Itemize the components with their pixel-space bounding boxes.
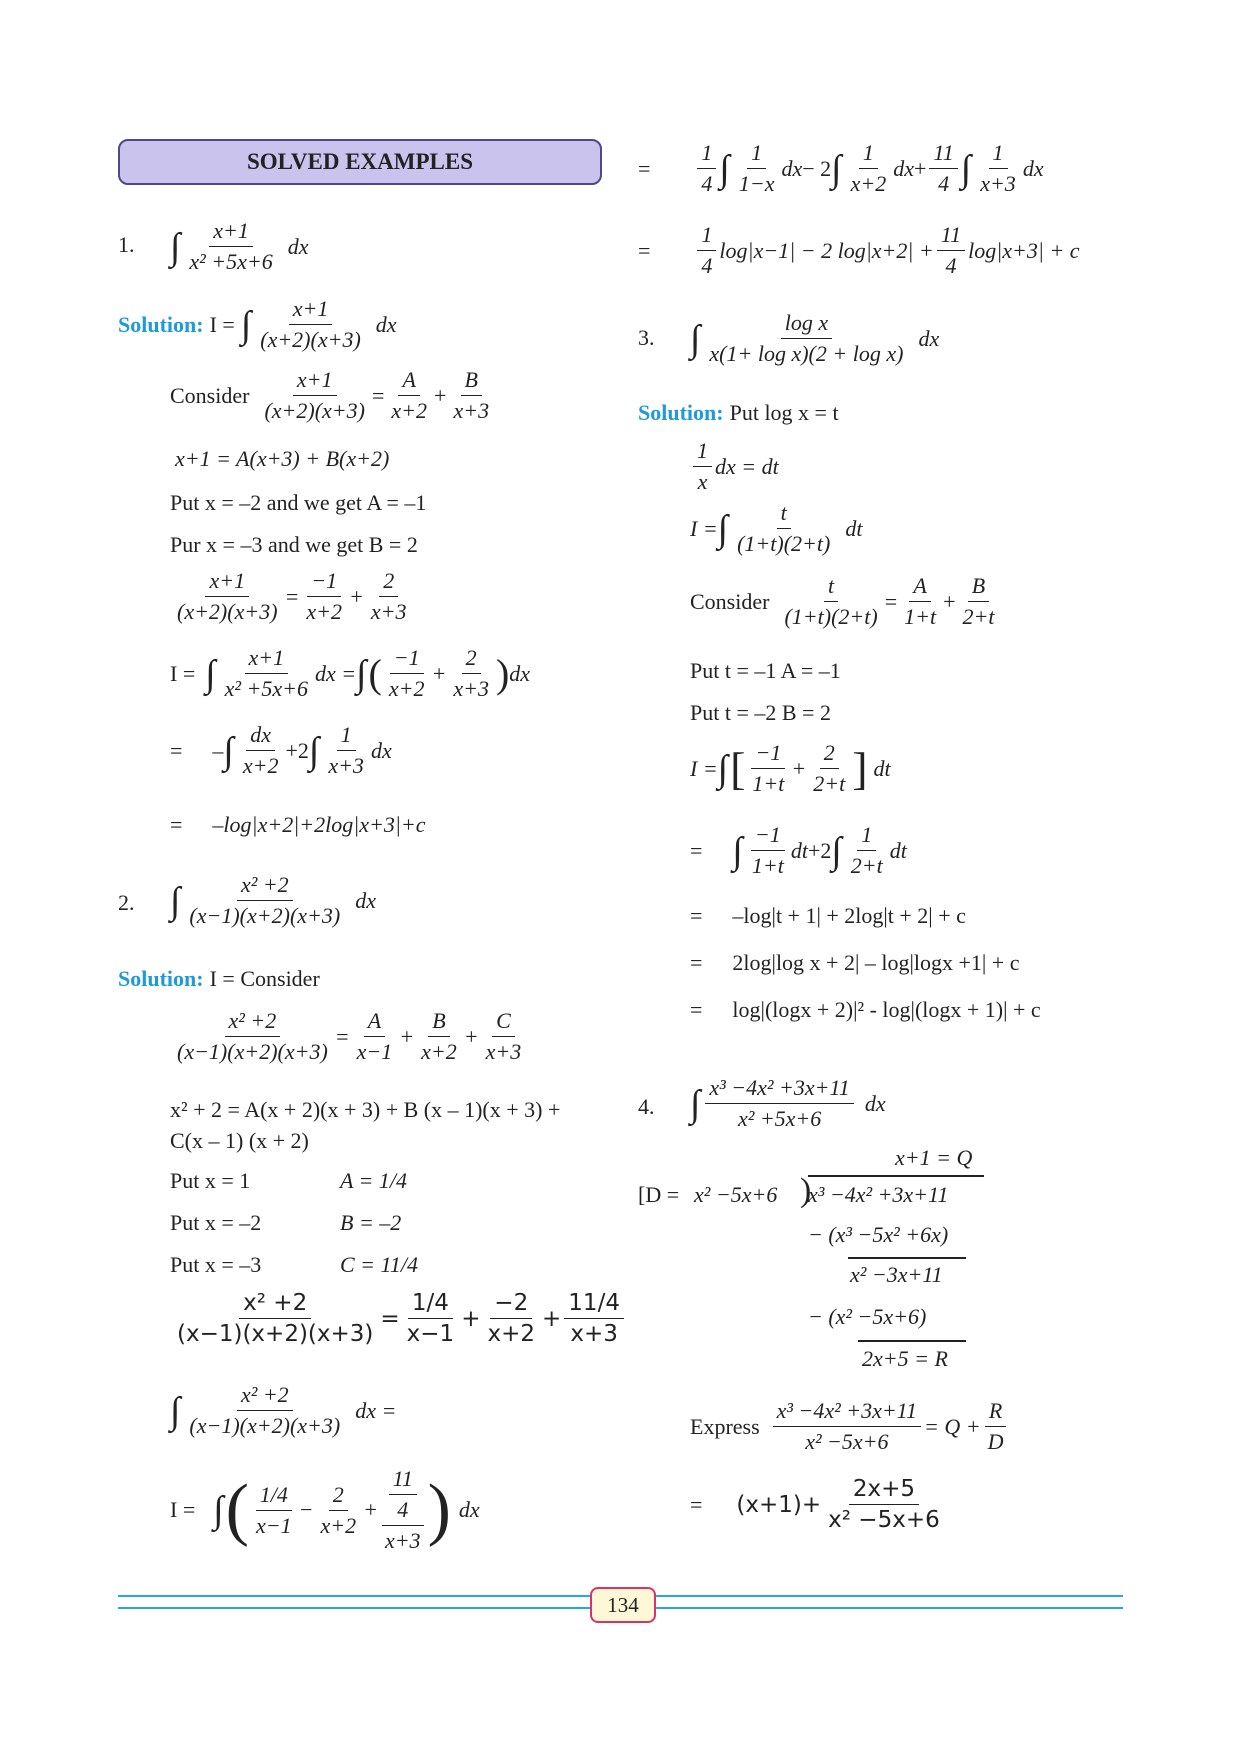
numerator: 1/4 <box>256 1482 292 1511</box>
division-bar <box>808 1175 984 1177</box>
I-equals: I = <box>170 660 196 686</box>
numerator: 1/4 <box>408 1290 453 1319</box>
integral-2-split: I = ∫ ( $\frac{1/4}{x-1}$ − $\frac{2}{x+2}$ + $\frac{\frac{11}{4}}{x+3}$ ) dx <box>170 1466 480 1553</box>
denominator: (x−1)(x+2)(x+3) <box>177 1321 374 1347</box>
dx-equals: dx = <box>355 1397 397 1423</box>
division-quotient: x+1 = Q <box>895 1145 973 1170</box>
equals: = <box>170 812 183 837</box>
dt-label: dt <box>889 837 907 863</box>
section-title: SOLVED EXAMPLES <box>118 139 602 185</box>
express-label: Express <box>690 1413 760 1439</box>
division-divisor: x² −5x+6 <box>694 1182 778 1207</box>
example-3-number: 3. <box>638 325 655 350</box>
equals: = <box>334 1023 350 1049</box>
division-remainder-1: x² −3x+11 <box>850 1262 943 1287</box>
solution-label: Solution: <box>638 400 724 425</box>
put-line-1: Put x = –2 and we get A = –1 <box>170 490 427 515</box>
consider-line-3: Consider $\frac{t}{(1+t)(2+t)}$ = $\frac{A}{1+t}$ + $\frac{B}{2+t}$ <box>690 573 1001 630</box>
division-line-2 <box>858 1340 966 1342</box>
result-t-2 <box>690 950 1019 976</box>
pur-line-1: Pur x = –3 and we get B = 2 <box>170 532 418 557</box>
denominator: x+3 <box>453 676 489 701</box>
numerator: 1 <box>747 140 766 169</box>
log-terms-end: log|x+3| + c <box>968 237 1080 263</box>
put-x-2-value: B = –2 <box>340 1210 402 1235</box>
denominator: x² +5x+6 <box>189 249 273 274</box>
denominator: x+2 <box>306 599 343 624</box>
solution-label: Solution: <box>118 311 204 337</box>
equals: = <box>638 237 651 263</box>
numerator: 1 <box>859 140 878 169</box>
numerator: −1 <box>307 568 341 597</box>
equals: = <box>170 737 183 763</box>
denominator: x−1 <box>356 1039 393 1064</box>
equals: = <box>690 903 703 928</box>
integral-t-split: I = ∫ [ $\frac{-1}{1+t}$ + $\frac{2}{2+t}$ ] dt <box>690 740 891 796</box>
equals: = <box>884 588 898 614</box>
numerator: x+1 <box>289 296 333 325</box>
result-text: log|(logx + 2)|² - log|(logx + 1)| + c <box>732 997 1041 1022</box>
numerator: B <box>428 1008 449 1037</box>
example-1-number: 1. <box>118 232 135 257</box>
numerator: A <box>909 573 930 602</box>
substitution: Put log x = t <box>729 400 839 425</box>
integral-t-step: = ∫ $\frac{-1}{1+t}$ dt +2 ∫ $\frac{1}{2+t}$ dt <box>690 822 907 878</box>
identity-1: x+1 = A(x+3) + B(x+2) <box>175 446 390 471</box>
numerator: x+1 <box>205 568 249 597</box>
numerator: 11 <box>929 140 957 169</box>
solution-1-heading: Solution: I = ∫ $\frac{x+1}{(x+2)(x+3)}$ dx <box>118 296 397 352</box>
solution-label: Solution: <box>118 966 204 991</box>
division-subtract-1: − (x³ −5x² +6x) <box>808 1222 949 1247</box>
numerator: A <box>398 367 419 396</box>
put-t-2: Put t = –2 B = 2 <box>690 700 831 725</box>
example-3-integral: ∫ $\frac{\text{log x}}{\text{x(1+ log x)(2 + log x)}}$ dx <box>690 310 940 366</box>
denominator: D <box>987 1429 1004 1454</box>
denominator: x+2 <box>421 1039 457 1064</box>
denominator: x+3 <box>328 753 364 778</box>
numerator: dx <box>246 722 275 751</box>
numerator: x² +2 <box>239 1290 311 1319</box>
dx-label: dx <box>458 1497 480 1522</box>
dx-label: dx <box>355 887 376 913</box>
partial-fraction-result-1: $\frac{x+1}{(x+2)(x+3)}$ = $\frac{-1}{x+2}$ + $\frac{2}{x+3}$ <box>170 568 414 625</box>
denominator: x(1+ log x)(2 + log x) <box>709 341 904 366</box>
numerator: t <box>824 573 838 602</box>
numerator: 2 <box>379 568 398 597</box>
denominator: 4 <box>701 253 713 278</box>
example-2-number: 2. <box>118 890 135 915</box>
consider-label: Consider <box>690 588 770 614</box>
denominator: x+3 <box>980 171 1016 196</box>
division-prefix: [D = <box>638 1182 680 1207</box>
dt-substitution <box>690 438 779 495</box>
log-terms: log|x−1| − 2 log|x+2| + <box>719 237 934 263</box>
denominator: x+2 <box>242 753 279 778</box>
result-t-3 <box>690 997 1041 1023</box>
final-expression <box>690 1476 947 1533</box>
denominator: x+2 <box>320 1512 357 1538</box>
denominator: (x−1)(x+2)(x+3) <box>189 903 341 928</box>
plus: + <box>913 155 927 181</box>
numerator: x² +2 <box>237 872 293 901</box>
numerator: x+1 <box>245 645 289 674</box>
denominator: 4 <box>945 253 957 278</box>
numerator: x² +2 <box>237 1382 293 1411</box>
denominator: 1+t <box>752 771 785 796</box>
denominator: x² +5x+6 <box>224 676 308 701</box>
equals: = <box>690 1491 703 1517</box>
numerator: −1 <box>751 740 785 769</box>
denominator: x+2 <box>388 676 425 701</box>
integral-in-t: I = ∫ $\frac{t}{(1+t)(2+t)}$ dt <box>690 500 863 556</box>
equals: = <box>690 950 703 975</box>
numerator: log x <box>781 310 832 339</box>
denominator: 4 <box>701 171 713 196</box>
I-equals: I = <box>690 515 718 541</box>
denominator: (x+2)(x+3) <box>264 398 365 423</box>
denominator: 4 <box>938 171 950 196</box>
dx-label: dx <box>370 737 392 763</box>
denominator: x+3 <box>453 398 490 423</box>
identity-2-line-b: C(x – 1) (x + 2) <box>170 1128 309 1153</box>
result-line-1 <box>170 812 426 838</box>
integral-step-2: = – ∫ $\frac{dx}{x+2}$ +2 ∫ $\frac{1}{x+3}$ dx <box>170 722 392 778</box>
I-equals: I = <box>690 755 718 781</box>
integral-2-start: ∫ $\frac{\text{x² +2}}{(x-1)(x+2)(x+3)}$ dx = <box>170 1382 397 1438</box>
denominator: 2+t <box>850 853 883 878</box>
denominator: (x+2)(x+3) <box>177 599 278 624</box>
denominator: x+3 <box>570 1321 618 1347</box>
express-line <box>690 1398 1011 1455</box>
equals: = <box>638 155 651 181</box>
put-t-1: Put t = –1 A = –1 <box>690 658 841 683</box>
numerator: −1 <box>390 645 424 674</box>
I-equals-consider: I = Consider <box>209 966 320 991</box>
minus: – <box>212 737 224 763</box>
numerator: 1 <box>697 140 716 169</box>
page-number: 134 <box>590 1587 656 1623</box>
right-line-2 <box>638 222 1080 279</box>
dx-equals-dt: dx = dt <box>715 453 779 479</box>
numerator: 11 <box>937 222 965 251</box>
denominator: x−1 <box>406 1321 455 1347</box>
numerator: 2 <box>329 1482 348 1511</box>
put-x-3: Put x = –3 <box>170 1252 262 1277</box>
denominator: (x+2)(x+3) <box>260 327 361 352</box>
example-1-integral: ∫ $\frac{x+1}{\text{x² +5x+6}}$ dx <box>170 218 309 274</box>
put-x-1-value: A = 1/4 <box>340 1168 407 1193</box>
division-remainder-2: 2x+5 = R <box>862 1346 948 1371</box>
numerator: 2 <box>462 645 481 674</box>
numerator: x+1 <box>293 367 337 396</box>
denominator: x+3 <box>384 1528 421 1553</box>
consider-label: Consider <box>170 382 250 408</box>
dx-label: dx <box>375 311 397 337</box>
numerator: x³ −4x² +3x+11 <box>705 1075 853 1104</box>
right-line-1: = $\frac{1}{4}$ ∫ $\frac{1}{1-x}$ dx − 2 ∫ $\frac{1}{x+2}$ dx + $\frac{11}{4}$ ∫ $\frac{1}{x+3}$ dx <box>638 140 1044 196</box>
numerator: R <box>985 1398 1006 1427</box>
denominator: 1+t <box>751 853 784 878</box>
denominator: 1+t <box>904 604 937 629</box>
dx-label: dx <box>509 660 531 686</box>
numerator: −1 <box>751 822 785 851</box>
put-x-2: Put x = –2 <box>170 1210 262 1235</box>
denominator: x+2 <box>391 398 428 423</box>
division-bracket: ) <box>800 1172 812 1209</box>
numerator: −2 <box>490 1290 532 1319</box>
solution-2-heading <box>118 966 320 992</box>
I-equals: I = <box>209 311 235 337</box>
Q-plus: = Q + <box>924 1413 981 1439</box>
integral-split-1: I = ∫ $\frac{x+1}{\text{x² +5x+6}}$ dx = ∫ ( $\frac{-1}{x+2}$ + $\frac{2}{x+3}$ ) dx <box>170 645 531 701</box>
denominator: (x−1)(x+2)(x+3) <box>189 1413 341 1438</box>
dt-label: dt <box>873 755 891 781</box>
denominator: 2+t <box>813 771 846 796</box>
denominator: x <box>697 469 708 494</box>
numerator: C <box>492 1008 515 1037</box>
division-line-1 <box>848 1257 966 1259</box>
denominator: (1+t)(2+t) <box>737 531 831 556</box>
equals: = <box>690 997 703 1022</box>
denominator: 4 <box>397 1497 409 1522</box>
example-4-integral: ∫ $\frac{\text{x³ −4x² +3x+11}}{\text{x² +5x+6}}$ dx <box>690 1075 886 1131</box>
log-result: –log|x+2|+2log|x+3|+c <box>212 812 426 837</box>
numerator: 11 <box>389 1466 417 1495</box>
denominator: x² −5x+6 <box>828 1507 940 1533</box>
numerator: 1 <box>337 722 356 751</box>
numerator: 1 <box>857 822 876 851</box>
numerator: B <box>461 367 482 396</box>
result-t-1 <box>690 903 966 929</box>
division-dividend: x³ −4x² +3x+11 <box>808 1182 949 1207</box>
partial-fraction-2-values: $\frac{\text{x² +2}}{(x-1)(x+2)(x+3)}$ = $\frac{1/4}{x-1}$ + $\frac{-2}{x+2}$ + $\frac{11/4}{x+3}$ <box>170 1290 627 1347</box>
denominator: x+3 <box>485 1039 522 1064</box>
denominator: 2+t <box>962 604 995 629</box>
numerator: 11/4 <box>564 1290 624 1319</box>
example-2-integral: ∫ $\frac{\text{x² +2}}{(x-1)(x+2)(x+3)}$ dx <box>170 872 376 928</box>
equals: = <box>690 837 703 863</box>
denominator: x² +5x+6 <box>737 1106 822 1131</box>
numerator: 2x+5 <box>849 1476 919 1505</box>
identity-2-line-a: x² + 2 = A(x + 2)(x + 3) + B (x – 1)(x + 3) + <box>170 1097 561 1122</box>
denominator: x+2 <box>850 171 887 196</box>
denominator: (1+t)(2+t) <box>784 604 878 629</box>
equals: = <box>371 382 385 408</box>
denominator: 1−x <box>738 171 775 196</box>
numerator: x+1 <box>209 218 253 247</box>
numerator: t <box>777 500 791 529</box>
denominator: (x−1)(x+2)(x+3) <box>177 1039 328 1064</box>
result-text: 2log|log x + 2| – log|logx +1| + c <box>732 950 1020 975</box>
numerator: B <box>968 573 989 602</box>
numerator: 1 <box>989 140 1008 169</box>
dx-label: dx <box>287 233 309 259</box>
equals: = <box>380 1305 400 1332</box>
solution-3-heading <box>638 400 839 426</box>
dx-equals: dx = <box>314 660 357 686</box>
numerator: 1 <box>697 222 716 251</box>
division-subtract-2: − (x² −5x+6) <box>808 1304 927 1329</box>
partial-fraction-2: $\frac{\text{x² +2}}{(x-1)(x+2)(x+3)}$ = $\frac{A}{x-1}$ + $\frac{B}{x+2}$ + $\frac{C}{x+3}$ <box>170 1008 528 1065</box>
equals: = <box>284 583 300 609</box>
minus-two: − 2 <box>802 155 832 181</box>
numerator: 2 <box>820 740 839 769</box>
quotient-term: (x+1)+ <box>736 1491 822 1518</box>
denominator: x+3 <box>370 599 407 624</box>
put-x-3-value: C = 11/4 <box>340 1252 418 1277</box>
denominator: x² −5x+6 <box>805 1429 889 1454</box>
put-x-1: Put x = 1 <box>170 1168 251 1193</box>
dt-label: dt <box>845 515 863 541</box>
numerator: A <box>364 1008 385 1037</box>
numerator: x³ −4x² +3x+11 <box>773 1398 921 1427</box>
dt-label: dt <box>790 837 808 863</box>
I-equals: I = <box>170 1497 196 1522</box>
denominator: x−1 <box>255 1512 292 1538</box>
consider-line-1: Consider $\frac{x+1}{(x+2)(x+3)}$ = $\frac{A}{x+2}$ + $\frac{B}{x+3}$ <box>170 367 496 424</box>
result-text: –log|t + 1| + 2log|t + 2| + c <box>732 903 966 928</box>
denominator: x+2 <box>487 1321 536 1347</box>
numerator: x² +2 <box>225 1008 281 1037</box>
example-4-number: 4. <box>638 1094 655 1119</box>
numerator: 1 <box>693 438 712 467</box>
